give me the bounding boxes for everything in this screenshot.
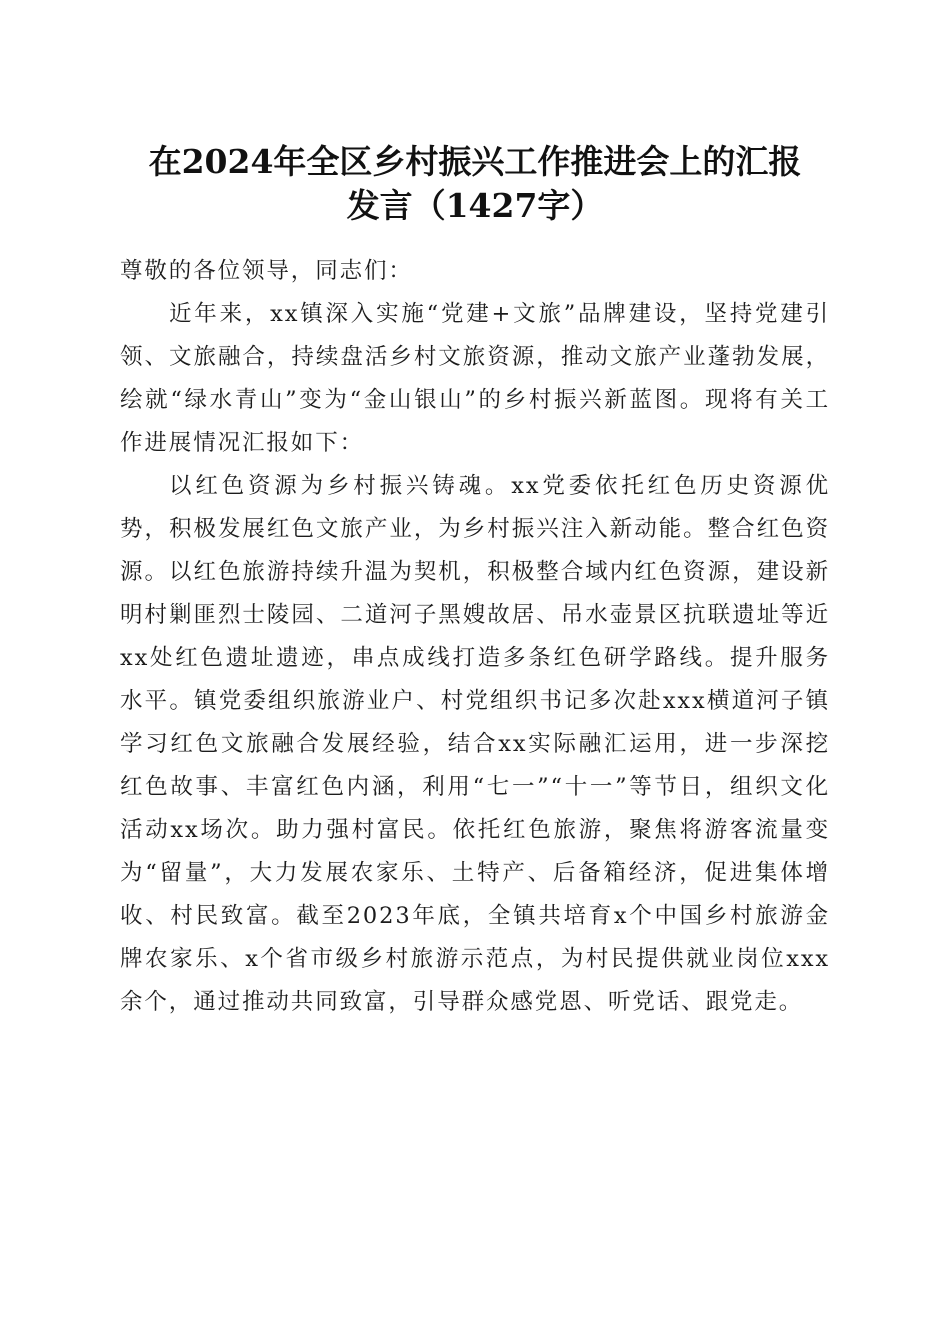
paragraph-red-resources: 以红色资源为乡村振兴铸魂。xx党委依托红色历史资源优势，积极发展红色文旅产业，为乡村振兴注入新动能。整合红色资源。以红色旅游持续升温为契机，积极整合域内红色资源，建设新明村剿匪烈士陵园、二道河子黑嫂故居、吊水壶景区抗联遗址等近xx处红色遗址遗迹，串点成线打造多条红色研学路线。提升服务水平。镇党委组织旅游业户、村党组织书记多次赴xxx横道河子镇学习红色文旅融合发展经验，结合xx实际融汇运用，进一步深挖红色故事、丰富红色内涵，利用“七一”“十一”等节日，组织文化活动xx场次。助力强村富民。依托红色旅游，聚焦将游客流量变为“留量”，大力发展农家乐、土特产、后备箱经济，促进集体增收、村民致富。截至2023年底，全镇共培育x个中国乡村旅游金牌农家乐、x个省市级乡村旅游示范点，为村民提供就业岗位xxx余个，通过推动共同致富，引导群众感党恩、听党话、跟党走。 (120, 473, 830, 1015)
document-body (120, 250, 830, 1024)
document-title-line-2: 发言（1427字） (346, 186, 604, 225)
salutation: 尊敬的各位领导，同志们： (120, 258, 413, 284)
paragraph-intro: 近年来，xx镇深入实施“党建+文旅”品牌建设，坚持党建引领、文旅融合，持续盘活乡村文旅资源，推动文旅产业蓬勃发展，绘就“绿水青山”变为“金山银山”的乡村振兴新蓝图。现将有关工作进展情况汇报如下： (120, 301, 830, 456)
document-title-line-1: 在2024年全区乡村振兴工作推进会上的汇报 (148, 142, 802, 181)
